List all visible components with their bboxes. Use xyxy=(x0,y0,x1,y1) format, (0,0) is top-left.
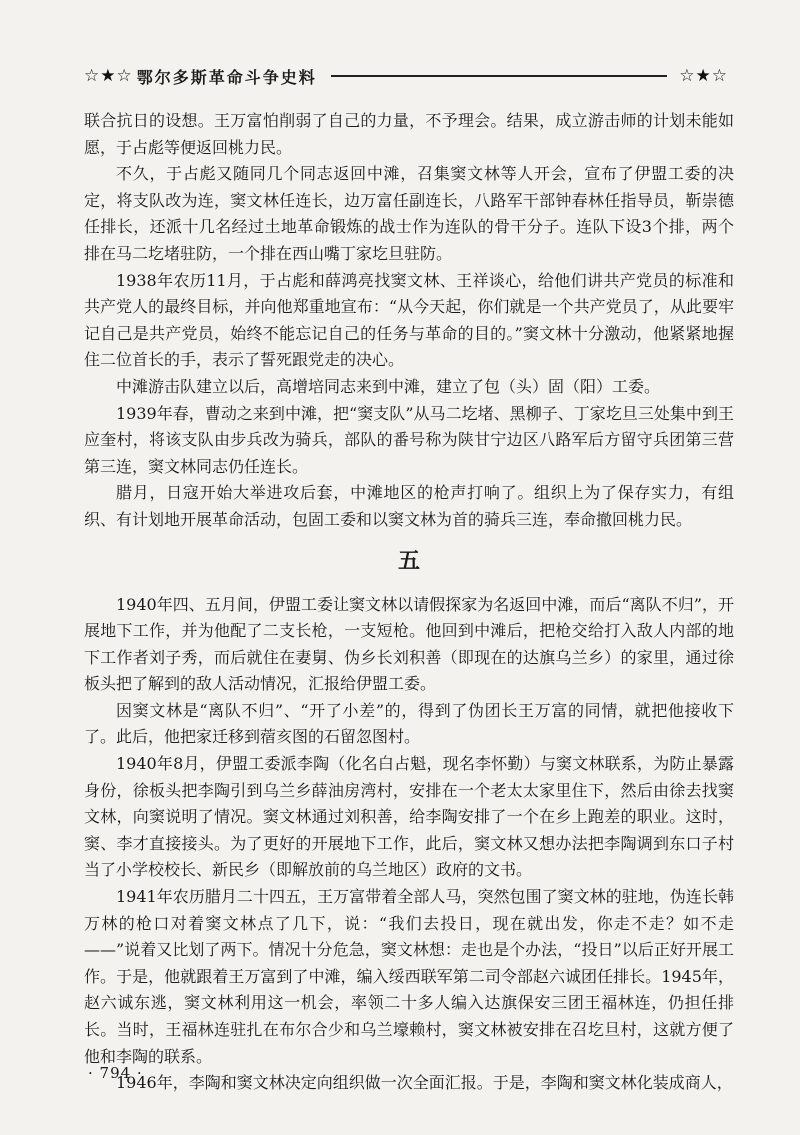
paragraph: 因窦文林是“离队不归”、“开了小差”的，得到了伪团长王万富的同情，就把他接收下了。此后，他把家迁移到蓿亥图的石留忽图村。 xyxy=(84,700,734,747)
header-stars-right: ☆★☆ xyxy=(679,66,728,86)
section-number: 五 xyxy=(397,547,420,574)
paragraph: 1940年8月，伊盟工委派李陶（化名白占魁，现名李怀勤）与窦文林联系，为防止暴露身份，徐板头把李陶引到乌兰乡薛油房湾村，安排在一个老太太家里住下，然后由徐去找窦文林，向窦说明了情况。窦文林通过刘积善，给李陶安排了一个在乡上跑差的职业。这时，窦、李才直接接头。为了更好的开展地下工作，此后，窦文林又想办法把李陶调到东口子村当了小学校校长、新民乡（即解放前的乌兰地区）政府的文书。 xyxy=(84,754,734,880)
body-text xyxy=(84,108,734,1097)
paragraph: 1946年，李陶和窦文林决定向组织做一次全面汇报。于是，李陶和窦文林化装成商人， xyxy=(116,1073,733,1093)
header-title: 鄂尔多斯革命斗争史料 xyxy=(136,67,317,87)
paragraph: 腊月，日寇开始大举进攻后套，中滩地区的枪声打响了。组织上为了保存实力，有组织、有计划地开展革命活动，包固工委和以窦文林为首的骑兵三连，奉命撤回桃力民。 xyxy=(84,483,734,529)
header-rule xyxy=(331,75,668,77)
paragraph: 1940年四、五月间，伊盟工委让窦文林以请假探家为名返回中滩，而后“离队不归”，开展地下工作，并为他配了二支长枪，一支短枪。他回到中滩后，把枪交给打入敌人内部的地下工作者刘子秀，而后就住在妻舅、伪乡长刘积善（即现在的达旗乌兰乡）的家里，通过徐板头把了解到的敌人活动情况，汇报给伊盟工委。 xyxy=(84,594,734,694)
paragraph: 中滩游击队建立以后，高增培同志来到中滩，建立了包（头）固（阳）工委。 xyxy=(116,376,661,396)
paragraph: 1939年春，曹动之来到中滩，把“窦支队”从马二圪堵、黑柳子、丁家圪旦三处集中到王应奎村，将该支队由步兵改为骑兵，部队的番号称为陕甘宁边区八路军后方留守兵团第三营第三连，窦文林同志仍任连长。 xyxy=(84,403,734,476)
running-header xyxy=(84,62,728,90)
paragraph: 1938年农历11月，于占彪和薛鸿亮找窦文林、王祥谈心，给他们讲共产党员的标准和共产党人的最终目标，并向他郑重地宣布：“从今天起，你们就是一个共产党员了，从此要牢记自己是共产党员，始终不能忘记自己的任务与革命的目的。”窦文林十分激动，他紧紧地握住二位首长的手，表示了誓死跟党走的决心。 xyxy=(84,270,734,370)
header-stars-left: ☆★☆ xyxy=(84,66,133,86)
page-number: · 794 · xyxy=(88,1064,143,1082)
paragraph: 1941年农历腊月二十四五，王万富带着全部人马，突然包围了窦文林的驻地，伪连长韩万林的枪口对着窦文林点了几下，说：“我们去投日，现在就出发，你走不走？如不走——”说着又比划了两下。情况十分危急，窦文林想：走也是个办法，“投日”以后正好开展工作。于是，他就跟着王万富到了中滩，编入绥西联军第二司令部赵六诚团任排长。1945年，赵六诚东逃，窦文林利用这一机会，率领二十多人编入达旗保安三团王福林连，仍担任排长。当时，王福林连驻扎在布尔合少和乌兰壕赖村，窦文林被安排在召圪旦村，这就方便了他和李陶的联系。 xyxy=(84,887,734,1066)
paragraph: 不久，于占彪又随同几个同志返回中滩，召集窦文林等人开会，宣布了伊盟工委的决定，将支队改为连，窦文林任连长，边万富任副连长，八路军干部钟春林任指导员，靳崇德任排长，还派十几名经过土地革命锻炼的战士作为连队的骨干分子。连队下设3个排，两个排在马二圪堵驻防，一个排在西山嘴丁家圪旦驻防。 xyxy=(84,164,734,263)
paragraph-continued: 联合抗日的设想。王万富怕削弱了自己的力量，不予理会。结果，成立游击师的计划未能如愿，于占彪等便返回桃力民。 xyxy=(84,111,734,157)
